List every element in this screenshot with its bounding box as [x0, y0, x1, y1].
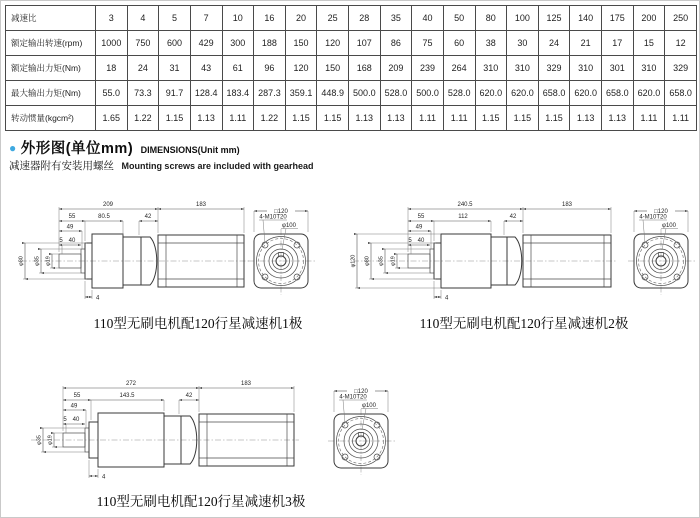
table-cell: 1.22: [127, 106, 159, 131]
table-cell: 1.13: [380, 106, 412, 131]
table-cell: 125: [538, 6, 570, 31]
table-cell: 1.11: [222, 106, 254, 131]
table-cell: 18: [96, 56, 128, 81]
table-cell: 140: [570, 6, 602, 31]
table-cell: 1.11: [633, 106, 665, 131]
dim-dia-c-1: φ19: [45, 256, 52, 266]
table-cell: 80: [475, 6, 507, 31]
table-cell: 5: [159, 6, 191, 31]
dim-motor-1: 183: [195, 202, 207, 208]
row-label: 最大输出力矩(Nm): [6, 81, 96, 106]
table-cell: 329: [538, 56, 570, 81]
table-cell: 107: [349, 31, 381, 56]
dim-4-2: 4: [445, 295, 449, 302]
front-square-2: □120: [654, 209, 668, 215]
table-cell: 310: [570, 56, 602, 81]
drawing-3-side-view: [31, 381, 299, 481]
table-cell: 120: [285, 56, 317, 81]
table-cell: 50: [443, 6, 475, 31]
dim-4-1: 4: [96, 295, 100, 302]
table-cell: 24: [127, 56, 159, 81]
section-title-en: DIMENSIONS(Unit mm): [140, 145, 240, 155]
row-label: 额定输出转速(rpm): [6, 31, 96, 56]
table-cell: 25: [317, 6, 349, 31]
table-cell: 188: [254, 31, 286, 56]
dim-49-3: 49: [70, 403, 78, 410]
table-cell: 620.0: [570, 81, 602, 106]
section-subtitle-zh: 减速器附有安装用螺丝: [9, 160, 114, 172]
section-title-zh: 外形图(单位mm): [20, 141, 134, 157]
dim-dia-b-1: φ35: [34, 256, 41, 266]
dim-4-3: 4: [102, 474, 106, 481]
table-cell: 55.0: [96, 81, 128, 106]
table-cell: 73.3: [127, 81, 159, 106]
front-holes-3: 4-M10T20: [339, 394, 367, 401]
dim-5-2: 5: [408, 238, 412, 244]
table-cell: 128.4: [190, 81, 222, 106]
table-cell: 300: [222, 31, 254, 56]
dim-40-3: 40: [72, 417, 80, 423]
table-cell: 658.0: [665, 81, 697, 106]
dim-40-1: 40: [68, 238, 76, 244]
table-cell: 1.15: [538, 106, 570, 131]
table-cell: 75: [412, 31, 444, 56]
table-cell: 100: [507, 6, 539, 31]
table-cell: 1.13: [349, 106, 381, 131]
table-cell: 287.3: [254, 81, 286, 106]
table-cell: 250: [665, 6, 697, 31]
table-cell: 359.1: [285, 81, 317, 106]
dim-dia-a-1: φ80: [18, 256, 25, 266]
dim-40-2: 40: [417, 238, 425, 244]
dimension-drawings: [1, 1, 700, 518]
table-cell: 528.0: [380, 81, 412, 106]
table-cell: 183.4: [222, 81, 254, 106]
table-cell: 500.0: [349, 81, 381, 106]
table-cell: 10: [222, 6, 254, 31]
dim-dia-b-2: φ35: [378, 256, 385, 266]
table-cell: 40: [412, 6, 444, 31]
table-cell: 1.11: [412, 106, 444, 131]
dim-49-1: 49: [66, 224, 74, 231]
drawing-2-caption: 110型无刷电机配120行星减速机2极: [419, 316, 629, 331]
dim-dia-0-2: φ120: [350, 254, 357, 268]
table-cell: 620.0: [507, 81, 539, 106]
table-cell: 1.15: [159, 106, 191, 131]
table-cell: 1.15: [317, 106, 349, 131]
table-cell: 7: [190, 6, 222, 31]
drawing-3-caption: 110型无刷电机配120行星减速机3极: [96, 494, 306, 509]
table-cell: 60: [443, 31, 475, 56]
table-cell: 620.0: [475, 81, 507, 106]
table-cell: 61: [222, 56, 254, 81]
section-bullet-icon: ●: [9, 141, 17, 155]
table-cell: 209: [380, 56, 412, 81]
drawing-1-front-view: [248, 209, 315, 295]
dim-adapter-2: 42: [509, 214, 517, 220]
table-cell: 1.15: [507, 106, 539, 131]
table-cell: 500.0: [412, 81, 444, 106]
table-cell: 31: [159, 56, 191, 81]
front-bcd-1: φ100: [282, 223, 296, 229]
table-cell: 658.0: [538, 81, 570, 106]
table-cell: 1.15: [285, 106, 317, 131]
table-cell: 86: [380, 31, 412, 56]
table-cell: 12: [665, 31, 697, 56]
table-cell: 1.13: [570, 106, 602, 131]
table-cell: 1000: [96, 31, 128, 56]
table-cell: 239: [412, 56, 444, 81]
dim-dia-b-3: φ35: [36, 435, 43, 445]
row-label: 减速比: [6, 6, 96, 31]
dim-gearbox-3: 143.5: [119, 393, 135, 399]
table-cell: 448.9: [317, 81, 349, 106]
dim-motor-2: 183: [561, 202, 573, 208]
row-label: 额定输出力矩(Nm): [6, 56, 96, 81]
front-bcd-2: φ100: [662, 223, 676, 229]
table-cell: 658.0: [602, 81, 634, 106]
front-holes-1: 4-M10T20: [259, 214, 287, 221]
table-cell: 1.13: [190, 106, 222, 131]
table-cell: 600: [159, 31, 191, 56]
dim-adapter-1: 42: [144, 214, 152, 220]
table-cell: 200: [633, 6, 665, 31]
table-cell: 15: [633, 31, 665, 56]
table-cell: 1.13: [602, 106, 634, 131]
table-cell: 30: [507, 31, 539, 56]
dim-total-2: 240.5: [457, 202, 473, 208]
table-cell: 16: [254, 6, 286, 31]
table-cell: 1.11: [443, 106, 475, 131]
table-cell: 96: [254, 56, 286, 81]
table-cell: 310: [633, 56, 665, 81]
dim-dia-c-2: φ19: [390, 256, 397, 266]
table-cell: 4: [127, 6, 159, 31]
table-cell: 24: [538, 31, 570, 56]
dim-adapter-3: 42: [185, 393, 193, 399]
table-cell: 35: [380, 6, 412, 31]
table-cell: 175: [602, 6, 634, 31]
drawing-1-caption: 110型无刷电机配120行星减速机1极: [93, 316, 303, 331]
table-cell: 528.0: [443, 81, 475, 106]
table-cell: 750: [127, 31, 159, 56]
dim-gearbox-2: 112: [458, 214, 468, 220]
front-square-1: □120: [274, 209, 288, 215]
dim-dia-a-2: φ80: [364, 256, 371, 266]
dim-motor-3: 183: [240, 381, 252, 387]
dim-dia-c-3: φ19: [47, 435, 54, 445]
front-holes-2: 4-M10T20: [639, 214, 667, 221]
table-cell: 310: [475, 56, 507, 81]
table-cell: 91.7: [159, 81, 191, 106]
table-cell: 1.11: [665, 106, 697, 131]
table-cell: 310: [507, 56, 539, 81]
table-cell: 1.65: [96, 106, 128, 131]
table-cell: 17: [602, 31, 634, 56]
table-cell: 429: [190, 31, 222, 56]
drawing-2-side-view: [351, 202, 617, 302]
dim-total-3: 272: [125, 381, 137, 387]
table-cell: 1.22: [254, 106, 286, 131]
front-square-3: □120: [354, 389, 368, 395]
table-cell: 168: [349, 56, 381, 81]
table-cell: 3: [96, 6, 128, 31]
dim-shaft-3: 55: [73, 393, 81, 399]
drawing-3-front-view: [328, 389, 395, 475]
drawing-1-side-view: [19, 202, 250, 302]
front-bcd-3: φ100: [362, 403, 376, 409]
table-cell: 1.15: [475, 106, 507, 131]
table-cell: 150: [285, 31, 317, 56]
dim-gearbox-1: 80.5: [98, 214, 110, 220]
row-label: 转动惯量(kgcm²): [6, 106, 96, 131]
table-cell: 120: [317, 31, 349, 56]
drawing-2-front-view: [628, 209, 695, 295]
dim-shaft-1: 55: [68, 214, 76, 220]
table-cell: 28: [349, 6, 381, 31]
table-cell: 301: [602, 56, 634, 81]
table-cell: 620.0: [633, 81, 665, 106]
table-cell: 21: [570, 31, 602, 56]
dim-5-1: 5: [59, 238, 63, 244]
section-subtitle-en: Mounting screws are included with gearhead: [121, 161, 314, 171]
dim-total-1: 209: [102, 202, 114, 208]
table-cell: 43: [190, 56, 222, 81]
table-cell: 329: [665, 56, 697, 81]
table-cell: 150: [317, 56, 349, 81]
table-cell: 20: [285, 6, 317, 31]
table-cell: 264: [443, 56, 475, 81]
dim-5-3: 5: [63, 417, 67, 423]
dim-49-2: 49: [415, 224, 423, 231]
dim-shaft-2: 55: [417, 214, 425, 220]
table-cell: 38: [475, 31, 507, 56]
